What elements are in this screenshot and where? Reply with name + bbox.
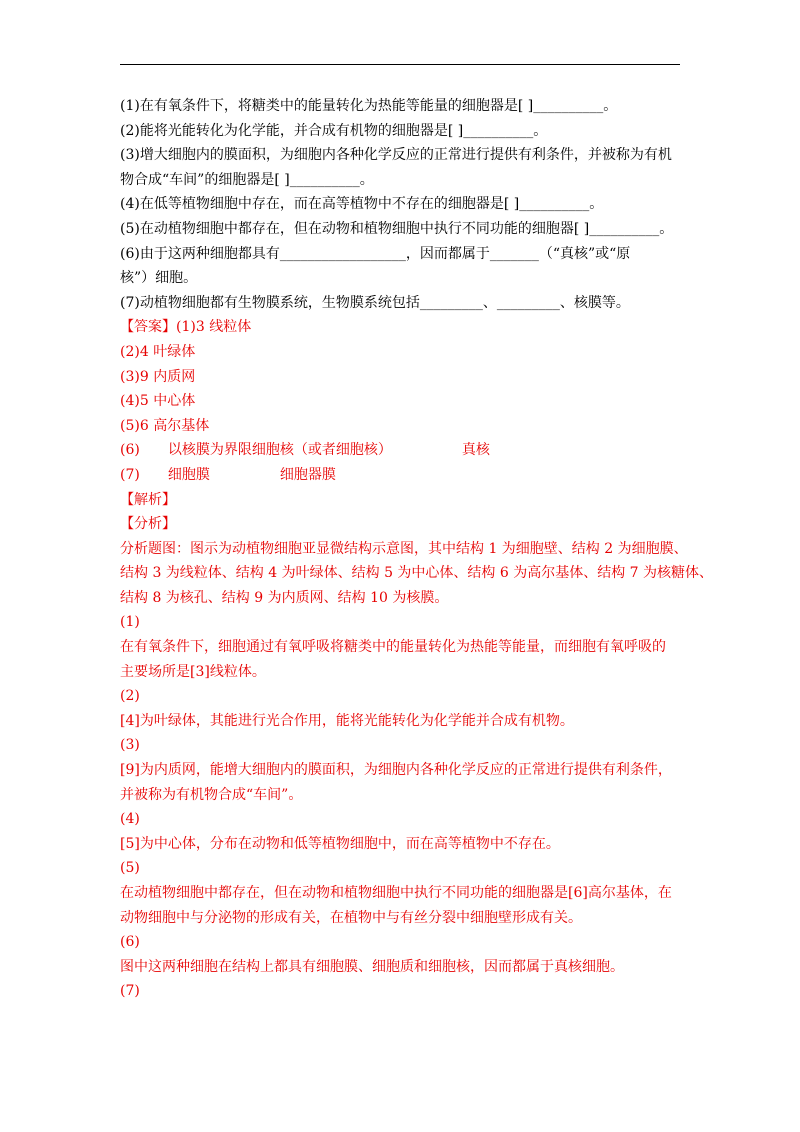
analysis-line: 动物细胞中与分泌物的形成有关，在植物中与有丝分裂中细胞壁形成有关。 xyxy=(120,909,582,926)
analysis-line: 在动植物细胞中都存在，但在动物和植物细胞中执行不同功能的细胞器是[6]高尔基体，在 xyxy=(120,885,672,901)
analysis-line: [9]为内质网，能增大细胞内的膜面积，为细胞内各种化学反应的正常进行提供有利条件， xyxy=(120,762,672,779)
analysis-line: [4]为叶绿体，其能进行光合作用，能将光能转化为化学能并合成有机物。 xyxy=(120,712,574,729)
question-line: (3)增大细胞内的膜面积，为细胞内各种化学反应的正常进行提供有利条件，并被称为有机 xyxy=(120,147,672,164)
analysis-line: (7) xyxy=(120,983,140,1000)
analysis-line: (3) xyxy=(120,737,140,754)
answer-text: 真核 xyxy=(461,442,490,459)
analysis-line: 图中这两种细胞在结构上都具有细胞膜、细胞质和细胞核，因而都属于真核细胞。 xyxy=(120,958,624,975)
answer-item: (2)4 叶绿体 xyxy=(120,343,196,360)
question-line: (4)在低等植物细胞中存在，而在高等植物中不存在的细胞器是[ ]__________。 xyxy=(120,196,604,213)
answer-line-1 xyxy=(120,315,680,340)
question-line: (2)能将光能转化为化学能，并合成有机物的细胞器是[ ]__________。 xyxy=(120,122,548,139)
answer-text: 以核膜为界限细胞核（或者细胞核） xyxy=(167,442,392,459)
answer-number: (7) xyxy=(120,466,140,483)
analysis-line: (4) xyxy=(120,811,140,828)
question-line: (6)由于这两种细胞都具有__________________，因而都属于_______（“真核”或“原 xyxy=(120,245,631,262)
answer-item: (3)9 内质网 xyxy=(120,368,196,385)
question-line: (7)动植物细胞都有生物膜系统，生物膜系统包括_________、_________、核膜等。 xyxy=(120,294,630,311)
analysis-line: (5) xyxy=(120,860,140,877)
answer-item: (5)6 高尔基体 xyxy=(120,417,210,434)
analysis-lines xyxy=(120,537,714,1004)
analysis-line: 分析题图：图示为动植物细胞亚显微结构示意图，其中结构 1 为细胞壁、结构 2 为细胞膜、 xyxy=(120,540,688,557)
analysis-line: 在有氧条件下，细胞通过有氧呼吸将糖类中的能量转化为热能等能量，而细胞有氧呼吸的 xyxy=(120,639,666,656)
question-line: (1)在有氧条件下，将糖类中的能量转化为热能等能量的细胞器是[ ]__________。 xyxy=(120,98,618,114)
answer-text: 细胞膜 xyxy=(167,466,210,483)
header-rule xyxy=(120,64,680,65)
analysis-line: 并被称为有机物合成“车间”。 xyxy=(120,786,303,803)
analysis-line: 结构 3 为线粒体、结构 4 为叶绿体、结构 5 为中心体、结构 6 为高尔基体、结构 7 为核糖体、 xyxy=(120,565,714,582)
analysis-label: 【解析】 xyxy=(120,491,176,508)
analysis-sublabel: 【分析】 xyxy=(120,516,176,533)
answer-text: 细胞器膜 xyxy=(279,466,336,483)
question-line: (5)在动植物细胞中都存在，但在动物和植物细胞中执行不同功能的细胞器[ ]__________。 xyxy=(120,220,674,237)
analysis-block xyxy=(120,488,714,1004)
analysis-line: 主要场所是[3]线粒体。 xyxy=(120,663,266,680)
question-block xyxy=(120,94,680,315)
analysis-line: 结构 8 为核孔、结构 9 为内质网、结构 10 为核膜。 xyxy=(120,589,449,606)
question-line: 核”）细胞。 xyxy=(120,270,198,287)
answer-block xyxy=(120,315,680,487)
analysis-line: [5]为中心体，分布在动物和低等植物细胞中，而在高等植物中不存在。 xyxy=(120,835,560,852)
answer-item-7 xyxy=(120,463,680,488)
question-line: 物合成“车间”的细胞器是[ ]__________。 xyxy=(120,171,374,188)
answer-item-6 xyxy=(120,438,680,463)
analysis-line: (6) xyxy=(120,934,140,951)
document-page xyxy=(120,94,714,1004)
answer-item: (4)5 中心体 xyxy=(120,393,196,410)
answer-item: (1)3 线粒体 xyxy=(176,319,252,336)
analysis-line: (2) xyxy=(120,688,140,705)
analysis-line: (1) xyxy=(120,614,140,631)
answer-label: 【答案】 xyxy=(120,319,176,336)
answer-number: (6) xyxy=(120,442,140,459)
